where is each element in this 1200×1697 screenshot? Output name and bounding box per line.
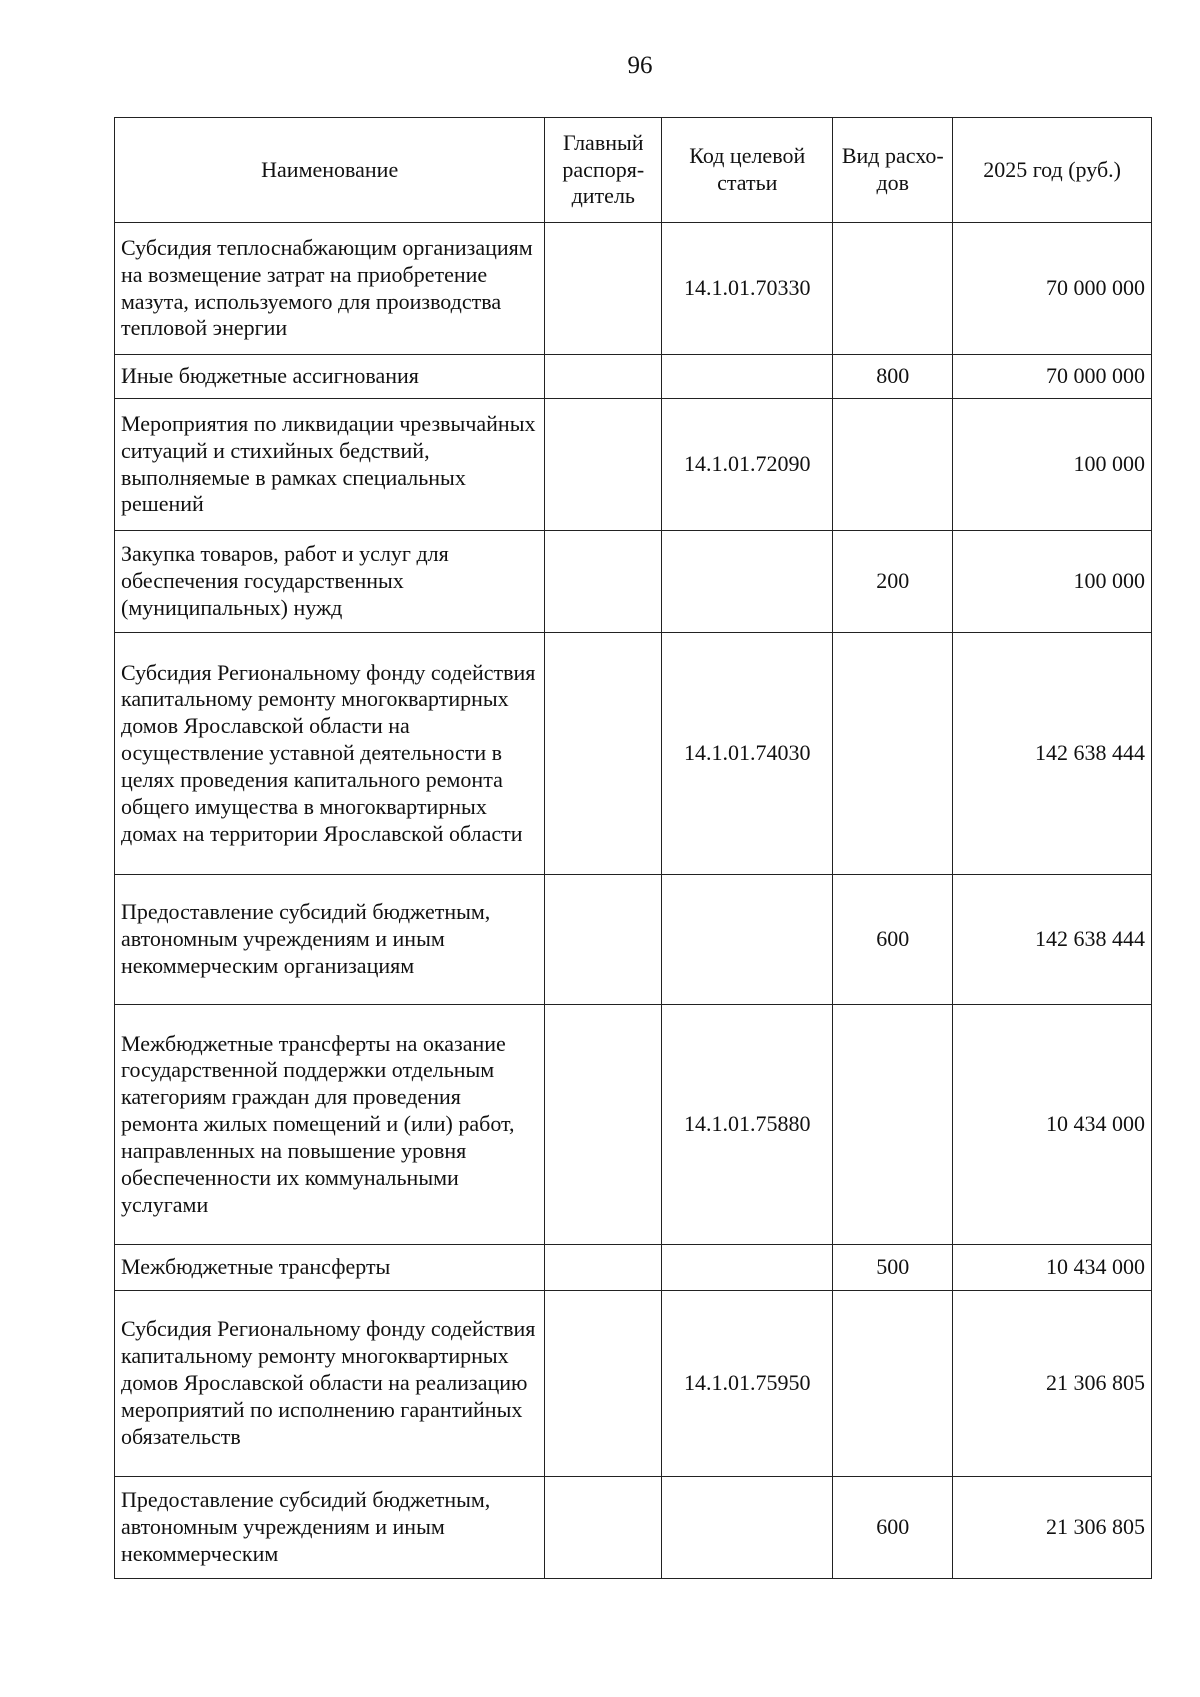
row-kind: 200 — [833, 531, 953, 633]
row-kind: 500 — [833, 1245, 953, 1291]
row-admin — [545, 531, 662, 633]
budget-table — [114, 117, 1152, 1579]
table-row — [115, 355, 1152, 399]
page-number: 96 — [627, 52, 653, 79]
row-amount: 142 638 444 — [953, 875, 1152, 1005]
row-code — [662, 355, 833, 399]
row-kind: 600 — [833, 1477, 953, 1579]
row-amount: 100 000 — [953, 399, 1152, 531]
row-name: Межбюджетные трансферты на оказание государственной поддержки отдельным категориям граждан для проведения ремонта жилых помещений и (или) работ, направленных на повышение уровня обеспеченности их коммунальными услугами — [115, 1005, 545, 1245]
row-name: Иные бюджетные ассигнования — [115, 355, 545, 399]
table-row — [115, 1291, 1152, 1477]
header-code: Код целевой статьи — [662, 118, 833, 223]
row-kind — [833, 633, 953, 875]
row-amount: 10 434 000 — [953, 1245, 1152, 1291]
row-kind: 800 — [833, 355, 953, 399]
row-kind — [833, 223, 953, 355]
table-row — [115, 1477, 1152, 1579]
row-kind — [833, 1291, 953, 1477]
row-amount: 100 000 — [953, 531, 1152, 633]
row-code — [662, 531, 833, 633]
row-admin — [545, 1477, 662, 1579]
header-row — [115, 118, 1152, 223]
row-code: 14.1.01.72090 — [662, 399, 833, 531]
table-row — [115, 633, 1152, 875]
row-name: Предоставление субсидий бюджетным, автономным учреждениям и иным некоммерческим организациям — [115, 875, 545, 1005]
row-name: Субсидия теплоснабжающим организациям на возмещение затрат на приобретение мазута, используемого для производства тепловой энергии — [115, 223, 545, 355]
row-admin — [545, 1245, 662, 1291]
row-amount: 21 306 805 — [953, 1291, 1152, 1477]
table-row — [115, 1005, 1152, 1245]
table-row — [115, 1245, 1152, 1291]
row-amount: 21 306 805 — [953, 1477, 1152, 1579]
table-header — [115, 118, 1152, 223]
row-code: 14.1.01.75950 — [662, 1291, 833, 1477]
row-name: Закупка товаров, работ и услуг для обеспечения государственных (муниципальных) нужд — [115, 531, 545, 633]
table-row — [115, 399, 1152, 531]
row-amount: 142 638 444 — [953, 633, 1152, 875]
row-admin — [545, 875, 662, 1005]
table-row — [115, 531, 1152, 633]
row-admin — [545, 1005, 662, 1245]
row-code — [662, 875, 833, 1005]
row-admin — [545, 399, 662, 531]
row-code — [662, 1477, 833, 1579]
row-amount: 70 000 000 — [953, 355, 1152, 399]
row-admin — [545, 355, 662, 399]
row-kind — [833, 1005, 953, 1245]
row-code — [662, 1245, 833, 1291]
row-kind: 600 — [833, 875, 953, 1005]
row-name: Мероприятия по ликвидации чрезвычайных ситуаций и стихийных бедствий, выполняемые в рамках специальных решений — [115, 399, 545, 531]
row-admin — [545, 633, 662, 875]
row-amount: 70 000 000 — [953, 223, 1152, 355]
row-name: Межбюджетные трансферты — [115, 1245, 545, 1291]
row-name: Субсидия Региональному фонду содействия капитальному ремонту многоквартирных домов Ярославской области на реализацию мероприятий по исполнению гарантийных обязательств — [115, 1291, 545, 1477]
row-admin — [545, 1291, 662, 1477]
table-body — [115, 223, 1152, 1579]
header-amount: 2025 год (руб.) — [953, 118, 1152, 223]
row-name: Предоставление субсидий бюджетным, автономным учреждениям и иным некоммерческим — [115, 1477, 545, 1579]
table-row — [115, 223, 1152, 355]
row-code: 14.1.01.75880 — [662, 1005, 833, 1245]
header-name: Наименование — [115, 118, 545, 223]
row-code: 14.1.01.74030 — [662, 633, 833, 875]
row-admin — [545, 223, 662, 355]
row-amount: 10 434 000 — [953, 1005, 1152, 1245]
header-kind: Вид расхо-дов — [833, 118, 953, 223]
row-code: 14.1.01.70330 — [662, 223, 833, 355]
table-row — [115, 875, 1152, 1005]
row-name: Субсидия Региональному фонду содействия капитальному ремонту многоквартирных домов Ярославской области на осуществление уставной деятельности в целях проведения капитального ремонта общего имущества в многоквартирных домах на территории Ярославской области — [115, 633, 545, 875]
header-admin: Главный распоря-дитель — [545, 118, 662, 223]
row-kind — [833, 399, 953, 531]
